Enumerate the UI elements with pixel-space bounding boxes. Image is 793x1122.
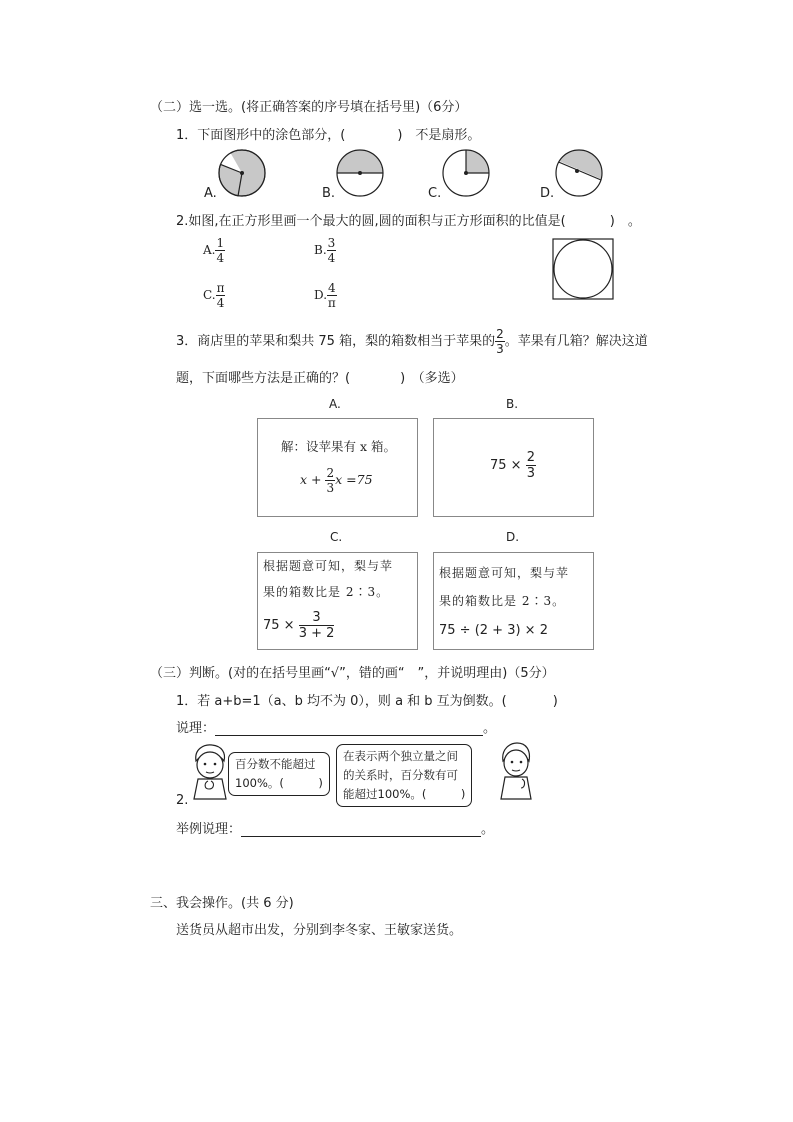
judge-q1-explain-label: 说理： (176, 721, 216, 736)
q2-d-den: π (327, 296, 336, 310)
q2-b-den: 4 (327, 251, 336, 265)
q1-option-d-label: D. (540, 186, 555, 201)
method-box-b (433, 418, 594, 517)
box-a-x2: x =75 (335, 472, 373, 487)
box-a-num: 2 (326, 466, 335, 480)
box-b-num: 2 (526, 450, 535, 465)
method-box-d (433, 552, 594, 650)
bubble-left-line2: 100%。( ) (235, 776, 323, 790)
q2-text-end: ) 。 (609, 214, 641, 229)
bubble-right-line1: 在表示两个独立量之间 (343, 749, 458, 763)
judge-q2-explain-label: 举例说理： (176, 822, 242, 837)
q2-option-c-label: C. (203, 288, 216, 302)
box-c-expression (263, 611, 334, 640)
q2-text-main: 2.如图,在正方形里画一个最大的圆,圆的面积与正方形面积的比值是( (176, 214, 566, 229)
q3-frac-den: 3 (496, 342, 504, 356)
box-d-expression: 75 ÷ (2 + 3) × 2 (439, 623, 548, 638)
girl-illustration-right (498, 741, 534, 801)
boy-illustration-left (190, 743, 230, 801)
part-3-text: 送货员从超市出发，分别到李冬家、王敏家送货。 (176, 923, 463, 938)
q2-text (176, 210, 641, 229)
box-b-lead: 75 × (490, 458, 522, 473)
judge-q1-period: 。 (483, 721, 497, 736)
q2-d-num: 4 (328, 281, 336, 295)
box-c-line1: 根据题意可知，梨与苹 (263, 559, 394, 573)
bubble-right-line2: 的关系时，百分数有可 (343, 768, 458, 782)
judge-q1-answer-line[interactable] (215, 721, 483, 736)
q3-line1-a: 3．商店里的苹果和梨共 75 箱，梨的箱数相当于苹果的 (176, 334, 496, 349)
q1-option-c-label: C. (428, 186, 442, 201)
q3-label-a: A. (329, 397, 341, 411)
method-box-a (257, 418, 418, 517)
box-d-line2: 果的箱数比是 2∶3。 (439, 594, 566, 608)
box-a-x1: x + (300, 472, 322, 487)
box-c-lead: 75 × (263, 618, 295, 633)
box-a-equation (300, 467, 373, 494)
q2-option-b (314, 237, 336, 264)
q3-line2 (176, 367, 464, 386)
judge-q2-explain (176, 818, 494, 837)
q1-text-a: 1．下面图形中的涂色部分，( (176, 128, 346, 143)
q3-label-b: B. (506, 397, 519, 411)
judge-q1-text (176, 690, 558, 709)
box-c-line2: 果的箱数比是 2∶3。 (263, 585, 390, 599)
q2-a-den: 4 (216, 251, 225, 265)
judge-q2-period: 。 (481, 822, 495, 837)
speech-bubble-right (336, 744, 472, 807)
section-2-title: （二）选一选。(将正确答案的序号填在括号里)（6分） (150, 100, 468, 115)
q3-label-d: D. (506, 530, 520, 544)
method-box-c (257, 552, 418, 650)
judge-q1-main: 1．若 a+b=1（a、b 均不为 0），则 a 和 b 互为倒数。( (176, 694, 507, 709)
q3-frac-num: 2 (496, 327, 504, 341)
circle-option-d (553, 147, 605, 199)
q3-line2-b: ) （多选） (400, 371, 464, 386)
circle-option-a (216, 147, 268, 199)
q1-option-a-label: A. (204, 186, 217, 201)
circle-option-b (334, 147, 386, 199)
q2-option-a-label: A. (203, 243, 216, 257)
q2-option-d-label: D. (314, 288, 328, 302)
q2-option-b-label: B. (314, 243, 327, 257)
section-3-title: （三）判断。(对的在括号里画“√”，错的画“ ”，并说明理由)（5分） (150, 666, 555, 681)
q2-a-num: 1 (216, 236, 225, 250)
box-c-den: 3 + 2 (298, 626, 335, 641)
bubble-right-line3: 能超过100%。( ) (343, 787, 466, 801)
q1-text-b: ) 不是扇形。 (397, 128, 481, 143)
q2-option-d (314, 282, 337, 309)
part-3-title: 三、我会操作。(共 6 分) (150, 896, 294, 911)
bubble-left-line1: 百分数不能超过 (235, 757, 316, 771)
q2-option-a (203, 237, 225, 264)
q3-line2-a: 题，下面哪些方法是正确的？( (176, 371, 351, 386)
q1-option-b-label: B. (322, 186, 336, 201)
q2-c-den: 4 (216, 296, 225, 310)
q3-line1 (176, 328, 648, 355)
box-a-line1: 解：设苹果有 x 箱。 (281, 439, 396, 454)
speech-bubble-left (228, 752, 330, 796)
box-b-expression (490, 451, 536, 480)
q2-b-num: 3 (327, 236, 336, 250)
circle-option-c (440, 147, 492, 199)
square-circle-figure (552, 238, 614, 300)
q3-line1-b: 。苹果有几箱？解决这道 (504, 334, 648, 349)
judge-q2-answer-line[interactable] (241, 822, 481, 837)
box-c-num: 3 (312, 610, 321, 625)
q1-text (176, 124, 480, 143)
box-d-line1: 根据题意可知，梨与苹 (439, 566, 570, 580)
box-b-den: 3 (526, 466, 535, 481)
q3-label-c: C. (330, 530, 343, 544)
judge-q2-number: 2. (176, 793, 189, 808)
box-a-den: 3 (326, 481, 335, 495)
q2-c-num: π (216, 281, 225, 295)
q2-option-c (203, 282, 225, 309)
judge-q1-explain (176, 717, 496, 736)
judge-q1-end: ) (552, 694, 558, 709)
